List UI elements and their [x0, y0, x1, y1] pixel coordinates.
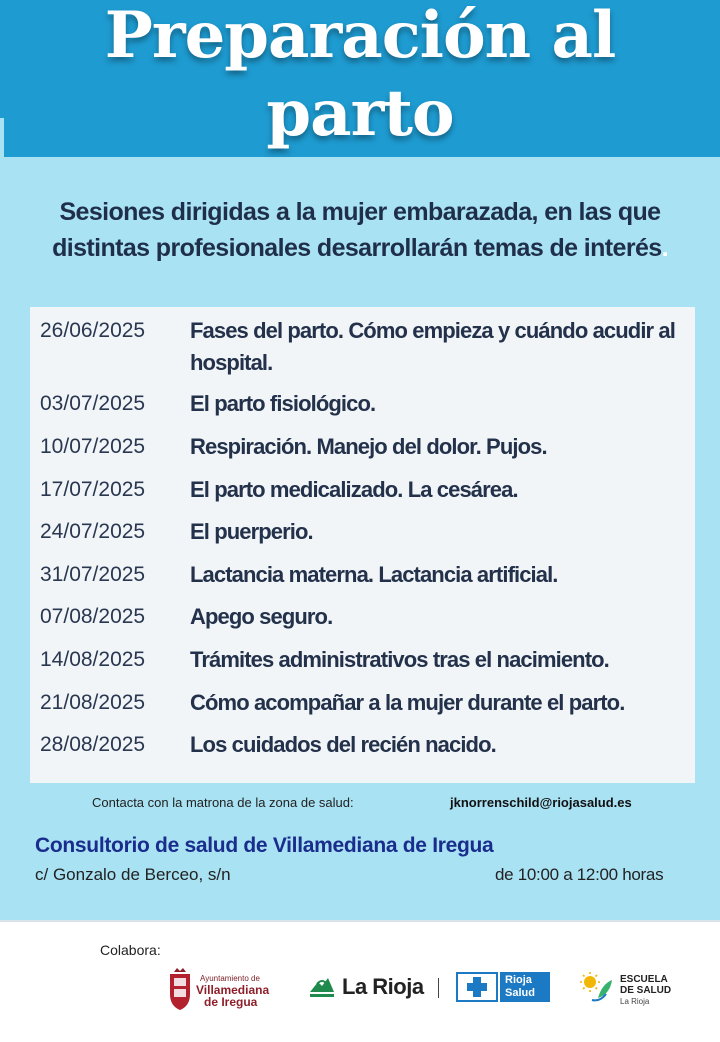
contact-email-link[interactable]: jknorrenschild@riojasalud.es [450, 795, 632, 810]
mountain-emblem-icon [308, 972, 336, 1000]
la-rioja-logo [308, 972, 448, 1008]
session-topic: Cómo acompañar a la mujer durante el parto. [190, 690, 625, 715]
health-cross-icon [456, 972, 498, 1002]
subtitle-end-mark: . [661, 234, 668, 262]
session-date: 28/08/2025 [40, 733, 146, 756]
session-topic: El parto medicalizado. La cesárea. [190, 477, 518, 502]
escuela-line-2: DE SALUD [620, 985, 672, 996]
session-topic: Respiración. Manejo del dolor. Pujos. [190, 434, 547, 459]
session-topic: Fases del parto. Cómo empieza y cuándo acudir al hospital. [190, 318, 675, 375]
escuela-de-salud-logo [578, 970, 688, 1010]
la-rioja-label: La Rioja [342, 974, 424, 999]
title-banner [0, 0, 720, 157]
rioja-salud-line-2: Salud [505, 987, 535, 999]
escuela-line-3: La Rioja [620, 997, 650, 1006]
session-topic: El parto fisiológico. [190, 391, 376, 416]
session-date: 17/07/2025 [40, 478, 146, 501]
title-line-1: Preparación al [104, 0, 616, 73]
session-topic: El puerperio. [190, 519, 313, 544]
schedule-panel [30, 307, 695, 783]
session-topic: Los cuidados del recién nacido. [190, 732, 496, 757]
session-date: 10/07/2025 [40, 435, 146, 458]
rioja-salud-logo [456, 972, 552, 1004]
venue-address: c/ Gonzalo de Berceo, s/n [35, 865, 231, 884]
session-date: 07/08/2025 [40, 605, 146, 628]
session-date: 14/08/2025 [40, 648, 146, 671]
session-topic: Apego seguro. [190, 604, 333, 629]
logo-divider [438, 978, 439, 998]
title-line-2: parto [266, 76, 454, 151]
session-date: 24/07/2025 [40, 520, 146, 543]
ayuntamiento-line-3: de Iregua [204, 995, 258, 1009]
session-date: 03/07/2025 [40, 392, 146, 415]
sun-leaf-icon [578, 970, 614, 1004]
session-date: 21/08/2025 [40, 691, 146, 714]
ayuntamiento-logo [168, 966, 288, 1016]
subtitle [20, 194, 700, 266]
session-hours: de 10:00 a 12:00 horas [495, 865, 664, 884]
session-date: 31/07/2025 [40, 563, 146, 586]
session-topic: Lactancia materna. Lactancia artificial. [190, 562, 558, 587]
colabora-label: Colabora: [100, 942, 161, 958]
coat-of-arms-icon [168, 968, 192, 1010]
escuela-line-1: ESCUELA [620, 974, 668, 985]
rioja-salud-badge [500, 972, 550, 1002]
rioja-salud-line-1: Rioja [505, 974, 532, 986]
ayuntamiento-line-2: Villamediana [196, 983, 270, 997]
ayuntamiento-line-1: Ayuntamiento de [200, 974, 260, 983]
venue-name: Consultorio de salud de Villamediana de Iregua [35, 834, 494, 857]
subtitle-text: Sesiones dirigidas a la mujer embarazada, en las que distintas profesionales desarrollarán temas de interés [52, 198, 662, 262]
escuela-title [620, 974, 671, 996]
session-topic: Trámites administrativos tras el nacimiento. [190, 647, 609, 672]
contact-label: Contacta con la matrona de la zona de salud: [92, 795, 354, 810]
sponsors-footer [0, 920, 720, 1042]
session-date: 26/06/2025 [40, 319, 146, 342]
